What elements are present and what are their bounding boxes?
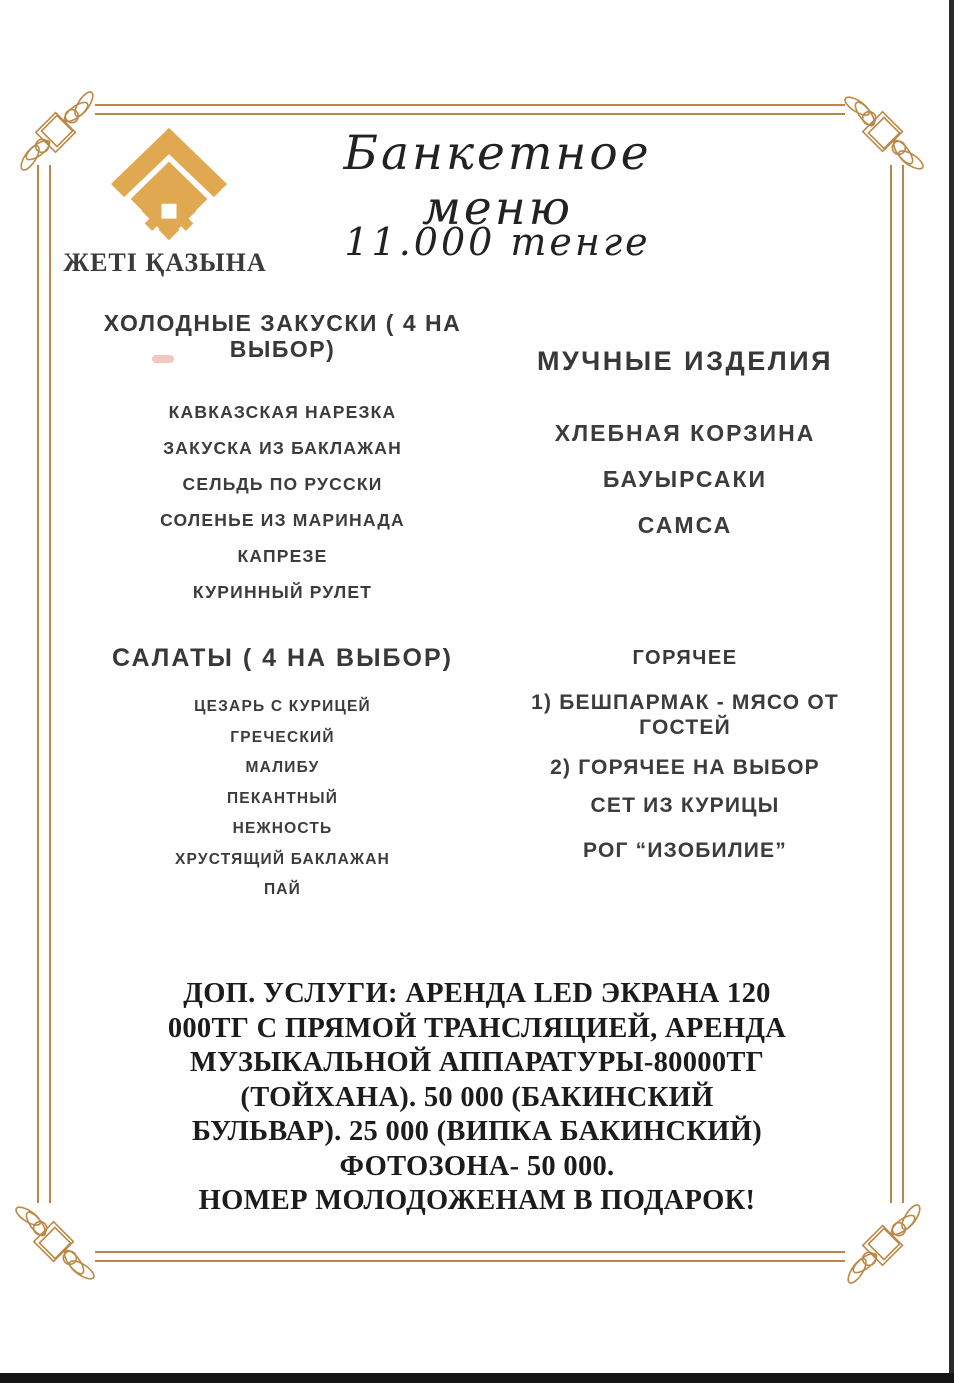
corner-ornament-icon (799, 48, 954, 218)
footer-line: НОМЕР МОЛОДОЖЕНАМ В ПОДАРОК! (198, 1185, 756, 1216)
footer-line: БУЛЬВАР). 25 000 (ВИПКА БАКИНСКИЙ) (191, 1116, 763, 1147)
list-item: ПАЙ (263, 881, 302, 898)
right-edge-strip (949, 0, 954, 1383)
list-item: КАПРЕЗЕ (237, 546, 328, 566)
additional-services-note (110, 977, 844, 1219)
footer-line: (ТОЙХАНА). 50 000 (БАКИНСКИЙ (240, 1081, 714, 1113)
footer-line: ФОТОЗОНА- 50 000. (339, 1150, 615, 1182)
list-item: ХЛЕБНАЯ КОРЗИНА (554, 420, 816, 446)
frame-right-line-outer (902, 165, 904, 1203)
section-title-hot-dishes: ГОРЯЧЕЕ (632, 647, 738, 669)
list-item: ЗАКУСКА ИЗ БАКЛАЖАН (163, 438, 402, 458)
list-item: 1) БЕШПАРМАК - МЯСО ОТ ГОСТЕЙ (531, 691, 839, 739)
list-item: ЦЕЗАРЬ С КУРИЦЕЙ (194, 698, 371, 715)
list-item: БАУЫРСАКИ (602, 466, 768, 492)
page-title: Банкетное меню (343, 126, 652, 236)
bottom-edge-strip (0, 1373, 954, 1383)
list-item: СОЛЕНЬЕ ИЗ МАРИНАДА (160, 510, 405, 530)
frame-top-line-inner (95, 113, 845, 115)
menu-price: 11.000 тенге (344, 220, 651, 264)
brand-name: ЖЕТІ ҚАЗЫНА (63, 248, 267, 277)
list-item: САМСА (637, 512, 733, 538)
list-item: ХРУСТЯЩИЙ БАКЛАЖАН (175, 850, 390, 868)
salads-list (75, 692, 490, 906)
list-item: КУРИННЫЙ РУЛЕТ (192, 582, 373, 602)
cold-appetizers-list (75, 394, 490, 610)
section-title-flour-products: МУЧНЫЕ ИЗДЕЛИЯ (536, 346, 834, 376)
footer-line: МУЗЫКАЛЬНОЙ АППАРАТУРЫ-80000ТГ (189, 1047, 765, 1078)
pink-dash-mark (152, 355, 174, 363)
list-item: НЕЖНОСТЬ (232, 820, 333, 837)
list-item: МАЛИБУ (245, 759, 320, 776)
frame-right-line-inner (890, 165, 892, 1203)
section-title-salads: САЛАТЫ ( 4 НА ВЫБОР) (112, 644, 453, 672)
footer-line: ДОП. УСЛУГИ: АРЕНДА LED ЭКРАНА 120 (183, 978, 771, 1009)
frame-left-line-outer (37, 165, 39, 1203)
frame-left-line-inner (49, 165, 51, 1203)
footer-line: 000ТГ С ПРЯМОЙ ТРАНСЛЯЦИЕЙ, АРЕНДА (167, 1012, 787, 1044)
list-item: КАВКАЗСКАЯ НАРЕЗКА (168, 402, 397, 422)
flour-products-list (505, 410, 865, 548)
jeti-qazyna-logo-icon (103, 126, 235, 243)
frame-top-line-outer (95, 104, 845, 106)
list-item: СЕЛЬДЬ ПО РУССКИ (182, 474, 383, 494)
list-item: СЕТ ИЗ КУРИЦЫ (590, 794, 780, 817)
list-item: 2) ГОРЯЧЕЕ НА ВЫБОР (550, 756, 820, 779)
section-title-cold-appetizers: ХОЛОДНЫЕ ЗАКУСКИ ( 4 НА ВЫБОР) (103, 310, 462, 362)
frame-bottom-line-inner (95, 1251, 845, 1253)
list-item: РОГ “ИЗОБИЛИЕ” (583, 839, 787, 862)
list-item: ГРЕЧЕСКИЙ (230, 728, 335, 746)
list-item: ПЕКАНТНЫЙ (226, 789, 339, 807)
frame-bottom-line-outer (95, 1260, 845, 1262)
